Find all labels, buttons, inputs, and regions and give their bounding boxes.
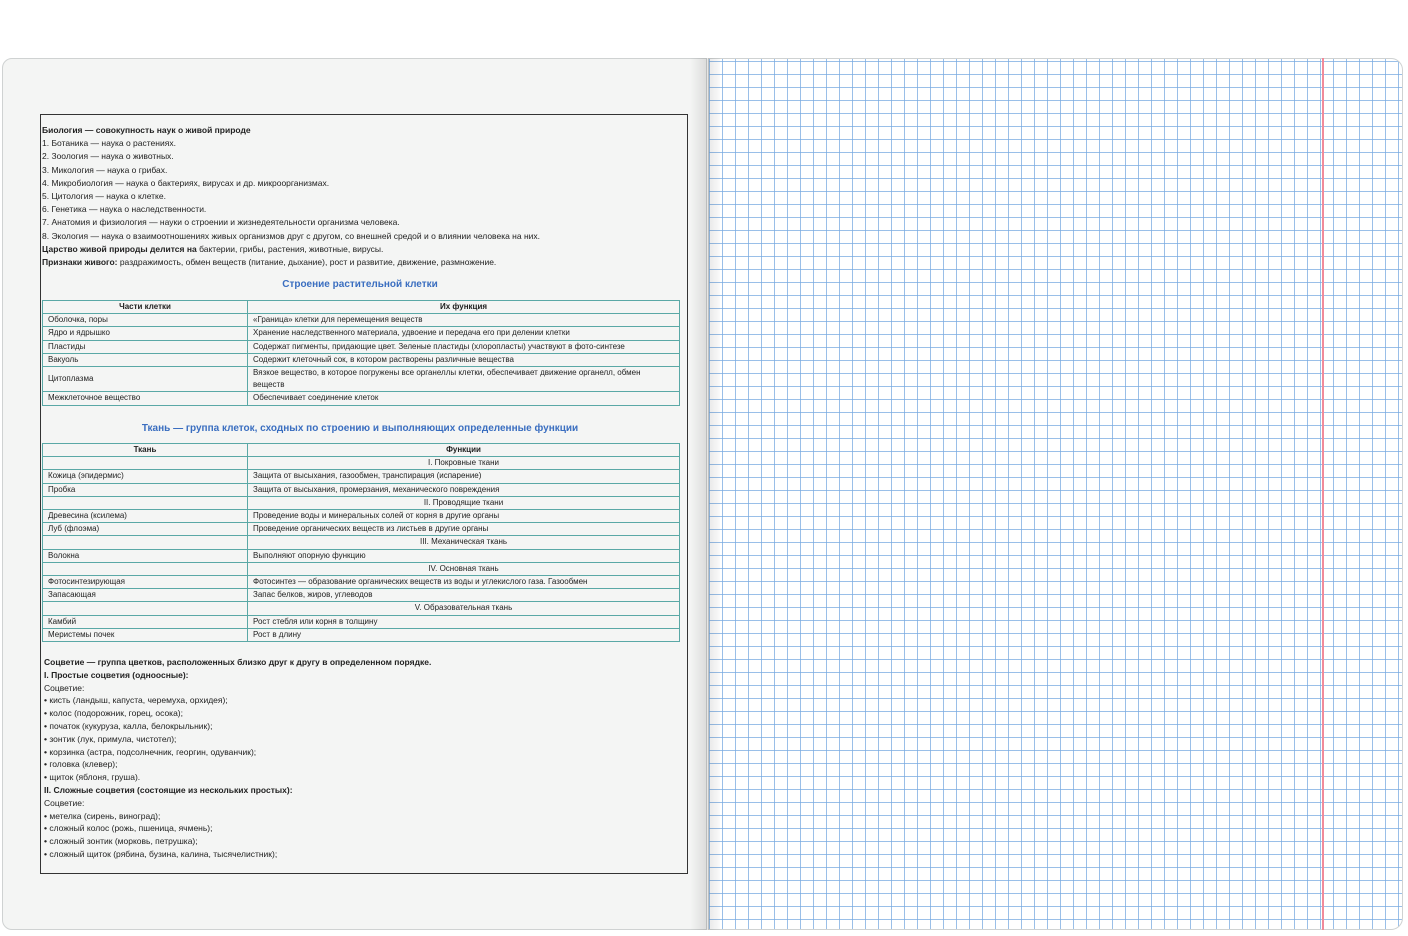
table-row xyxy=(43,483,680,496)
cell-function: Содержат пигменты, придающие цвет. Зеленые пластиды (хлоропласты) участвуют в фото-синтезе xyxy=(248,340,680,353)
simple-label: Соцветие: xyxy=(44,682,85,693)
simple-title: I. Простые соцветия (одноосные): xyxy=(44,669,189,680)
tissue-function: Рост стебля или корня в толщину xyxy=(248,615,680,628)
tissue-name: Запасающая xyxy=(43,589,248,602)
list-item: • сложный колос (рожь, пшеница, ячмень); xyxy=(44,822,674,835)
section-row xyxy=(43,562,680,575)
intro-item: 8. Экология — наука о взаимоотношениях живых организмов друг с другом, со внешней средой и о влиянии человека на них. xyxy=(42,230,541,241)
margin-line xyxy=(1322,58,1324,930)
table-row xyxy=(43,392,680,405)
intro-item: 4. Микробиология — наука о бактериях, вирусах и др. микроорганизмах. xyxy=(42,177,330,188)
section-title: IV. Основная ткань xyxy=(248,562,680,575)
table-row xyxy=(43,523,680,536)
table-row xyxy=(43,510,680,523)
tissue-name: Волокна xyxy=(43,549,248,562)
inflorescence-heading: Соцветие — группа цветков, расположенных близко друг к другу в определенном порядке. xyxy=(44,657,432,667)
intro-item: 6. Генетика — наука о наследственности. xyxy=(42,204,207,215)
table-row xyxy=(43,367,680,392)
signs-text: раздражимость, обмен веществ (питание, дыхание), рост и развитие, движение, размножение. xyxy=(117,257,497,268)
tissue-table xyxy=(42,443,680,642)
tissue-name: Фотосинтезирующая xyxy=(43,576,248,589)
cell-part: Пластиды xyxy=(43,340,248,353)
kingdoms-text: бактерии, грибы, растения, животные, вирусы. xyxy=(196,243,384,254)
column-header: Их функция xyxy=(248,301,680,314)
tissue-function: Защита от высыхания, промерзания, механического повреждения xyxy=(248,483,680,496)
intro-heading: Биология — совокупность наук о живой природе xyxy=(42,125,251,135)
table-row xyxy=(43,470,680,483)
table-header-row xyxy=(43,301,680,314)
section-row xyxy=(43,457,680,470)
grid-page xyxy=(708,58,1403,930)
list-item: • колос (подорожник, горец, осока); xyxy=(44,707,674,720)
table-header-row xyxy=(43,444,680,457)
biology-intro xyxy=(42,124,682,269)
kingdoms-line xyxy=(42,243,682,256)
cell-part: Оболочка, поры xyxy=(43,314,248,327)
intro-item: 5. Цитология — наука о клетке. xyxy=(42,191,166,202)
kingdoms-label: Царство живой природы делится на xyxy=(42,243,197,254)
table-row xyxy=(43,615,680,628)
list-item: • корзинка (астра, подсолнечник, георгин, одуванчик); xyxy=(44,746,674,759)
column-header: Части клетки xyxy=(43,301,248,314)
section-row xyxy=(43,496,680,509)
section-title: I. Покровные ткани xyxy=(248,457,680,470)
table-row xyxy=(43,314,680,327)
list-item: • головка (клевер); xyxy=(44,758,674,771)
tissue-name: Луб (флоэма) xyxy=(43,523,248,536)
cell-function: Хранение наследственного материала, удвоение и передача его при делении клетки xyxy=(248,327,680,340)
complex-title: II. Сложные соцветия (состоящие из нескольких простых): xyxy=(44,784,293,795)
cell-part: Межклеточное вещество xyxy=(43,392,248,405)
table-row xyxy=(43,576,680,589)
cell-part: Вакуоль xyxy=(43,353,248,366)
cell-function: «Граница» клетки для перемещения веществ xyxy=(248,314,680,327)
list-item: • метелка (сирень, виноград); xyxy=(44,810,674,823)
section-title: II. Проводящие ткани xyxy=(248,496,680,509)
tissue-name: Кожица (эпидермис) xyxy=(43,470,248,483)
cell-table-title: Строение растительной клетки xyxy=(282,279,438,290)
signs-label: Признаки живого: xyxy=(42,257,118,268)
section-row xyxy=(43,536,680,549)
table-row xyxy=(43,327,680,340)
signs-line xyxy=(42,256,682,269)
cell-function: Содержит клеточный сок, в котором растворены различные вещества xyxy=(248,353,680,366)
list-item: • початок (кукуруза, калла, белокрыльник); xyxy=(44,720,674,733)
table-row xyxy=(43,549,680,562)
complex-label: Соцветие: xyxy=(44,797,85,808)
list-item: • кисть (ландыш, капуста, черемуха, орхидея); xyxy=(44,694,674,707)
table-row xyxy=(43,340,680,353)
column-header: Ткань xyxy=(43,444,248,457)
intro-item: 1. Ботаника — наука о растениях. xyxy=(42,138,176,149)
tissue-name: Древесина (ксилема) xyxy=(43,510,248,523)
table-row xyxy=(43,353,680,366)
list-item: • сложный зонтик (морковь, петрушка); xyxy=(44,835,674,848)
tissue-function: Запас белков, жиров, углеводов xyxy=(248,589,680,602)
section-title: III. Механическая ткань xyxy=(248,536,680,549)
tissue-table-title: Ткань — группа клеток, сходных по строению и выполняющих определенные функции xyxy=(141,423,579,434)
tissue-function: Проведение воды и минеральных солей от корня в другие органы xyxy=(248,510,680,523)
column-header: Функции xyxy=(248,444,680,457)
tissue-name: Меристемы почек xyxy=(43,628,248,641)
tissue-function: Выполняют опорную функцию xyxy=(248,549,680,562)
inflorescence-section xyxy=(44,656,674,861)
list-item: • зонтик (лук, примула, чистотел); xyxy=(44,733,674,746)
list-item: • щиток (яблоня, груша). xyxy=(44,771,674,784)
tissue-function: Рост в длину xyxy=(248,628,680,641)
table-row xyxy=(43,628,680,641)
intro-item: 7. Анатомия и физиология — науки о строении и жизнедеятельности организма человека. xyxy=(42,217,400,228)
table-row xyxy=(43,589,680,602)
cell-part: Ядро и ядрышко xyxy=(43,327,248,340)
section-title: V. Образовательная ткань xyxy=(248,602,680,615)
tissue-name: Пробка xyxy=(43,483,248,496)
tissue-function: Проведение органических веществ из листьев в другие органы xyxy=(248,523,680,536)
intro-item: 2. Зоология — наука о животных. xyxy=(42,151,174,162)
cell-function: Вязкое вещество, в которое погружены все органеллы клетки, обеспечивает движение органелл, обмен веществ xyxy=(248,367,680,392)
cell-structure-table xyxy=(42,300,680,406)
section-row xyxy=(43,602,680,615)
list-item: • сложный щиток (рябина, бузина, калина, тысячелистник); xyxy=(44,848,674,861)
cell-part: Цитоплазма xyxy=(43,367,248,392)
tissue-function: Фотосинтез — образование органических веществ из воды и углекислого газа. Газообмен xyxy=(248,576,680,589)
intro-item: 3. Микология — наука о грибах. xyxy=(42,164,168,175)
cell-function: Обеспечивает соединение клеток xyxy=(248,392,680,405)
notebook-spine xyxy=(690,58,720,930)
tissue-function: Защита от высыхания, газообмен, транспирация (испарение) xyxy=(248,470,680,483)
tissue-name: Камбий xyxy=(43,615,248,628)
